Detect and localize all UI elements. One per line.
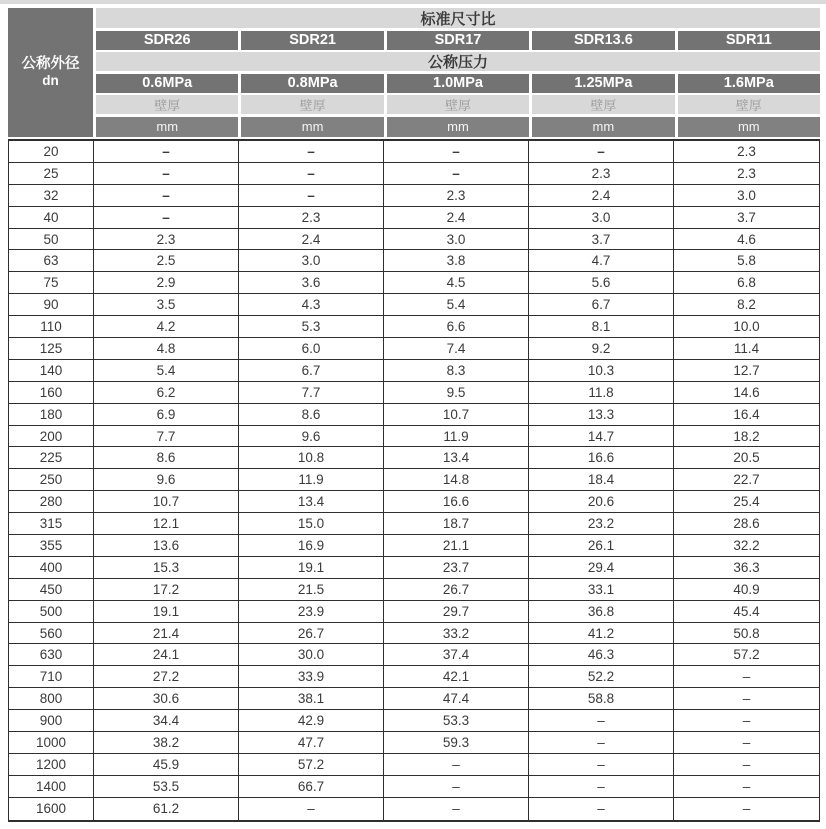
value-cell: 12.7 (674, 360, 819, 382)
value-cell: 3.5 (94, 294, 239, 316)
value-cell: 24.1 (94, 644, 239, 666)
value-cell: 2.4 (384, 207, 529, 229)
value-cell: 9.2 (529, 338, 674, 360)
value-cell: 15.0 (239, 513, 384, 535)
value-cell: – (674, 666, 819, 688)
value-cell: 15.3 (94, 557, 239, 579)
value-cell: 7.4 (384, 338, 529, 360)
dn-cell: 110 (9, 316, 94, 338)
value-cell: 14.6 (674, 382, 819, 404)
value-cell: 52.2 (529, 666, 674, 688)
value-cell: 26.7 (384, 579, 529, 601)
value-cell: 13.4 (384, 447, 529, 469)
value-cell: 6.0 (239, 338, 384, 360)
value-cell: 13.6 (94, 535, 239, 557)
pressure-header-0-8mpa: 0.8MPa (241, 74, 383, 93)
value-cell: 11.9 (384, 426, 529, 448)
dn-cell: 125 (9, 338, 94, 360)
value-cell: 10.7 (384, 404, 529, 426)
sdr-header-sdr21: SDR21 (241, 31, 383, 50)
value-cell: 11.9 (239, 469, 384, 491)
value-cell: 45.9 (94, 754, 239, 776)
dn-cell: 630 (9, 644, 94, 666)
value-cell: – (529, 710, 674, 732)
value-cell: – (384, 754, 529, 776)
value-cell: 2.9 (94, 272, 239, 294)
value-cell: 11.4 (674, 338, 819, 360)
value-cell: 25.4 (674, 491, 819, 513)
dn-cell: 900 (9, 710, 94, 732)
value-cell: 2.3 (239, 207, 384, 229)
value-cell: 37.4 (384, 644, 529, 666)
value-cell: 3.0 (529, 207, 674, 229)
value-cell: – (239, 798, 384, 820)
value-cell: 21.4 (94, 623, 239, 645)
value-cell: – (94, 141, 239, 163)
value-cell: 42.9 (239, 710, 384, 732)
value-cell: 16.6 (384, 491, 529, 513)
dn-cell: 710 (9, 666, 94, 688)
unit-header-mm: mm (387, 117, 529, 137)
dn-cell: 20 (9, 141, 94, 163)
value-cell: 2.3 (674, 163, 819, 185)
standard-dimension-ratio-band: 标准尺寸比 (96, 8, 820, 28)
value-cell: 3.7 (674, 207, 819, 229)
value-cell: 8.3 (384, 360, 529, 382)
value-cell: – (239, 185, 384, 207)
value-cell: 3.7 (529, 229, 674, 251)
value-cell: 4.5 (384, 272, 529, 294)
dn-cell: 90 (9, 294, 94, 316)
value-cell: – (674, 688, 819, 710)
value-cell: 5.6 (529, 272, 674, 294)
value-cell: – (239, 141, 384, 163)
value-cell: 16.4 (674, 404, 819, 426)
value-cell: – (94, 163, 239, 185)
value-cell: 59.3 (384, 732, 529, 754)
value-cell: 38.2 (94, 732, 239, 754)
value-cell: 16.6 (529, 447, 674, 469)
dn-cell: 450 (9, 579, 94, 601)
value-cell: – (94, 207, 239, 229)
pressure-header-0-6mpa: 0.6MPa (96, 74, 238, 93)
value-cell: – (529, 141, 674, 163)
page-top-strip (0, 0, 826, 4)
dn-cell: 180 (9, 404, 94, 426)
dn-cell: 40 (9, 207, 94, 229)
dn-cell: 315 (9, 513, 94, 535)
value-cell: 6.7 (529, 294, 674, 316)
dn-cell: 63 (9, 250, 94, 272)
value-cell: 5.4 (384, 294, 529, 316)
value-cell: 41.2 (529, 623, 674, 645)
value-cell: 26.1 (529, 535, 674, 557)
value-cell: 13.3 (529, 404, 674, 426)
value-cell: – (384, 163, 529, 185)
value-cell: – (742, 801, 751, 817)
value-cell: 9.6 (94, 469, 239, 491)
dn-cell: 32 (9, 185, 94, 207)
nominal-pressure-band: 公称压力 (96, 52, 820, 71)
value-cell: 66.7 (239, 776, 384, 798)
value-cell: 3.0 (384, 229, 529, 251)
value-cell: 2.3 (529, 163, 674, 185)
value-cell: 34.4 (94, 710, 239, 732)
value-cell: 4.6 (674, 229, 819, 251)
dn-cell: 75 (9, 272, 94, 294)
value-cell: 7.7 (94, 426, 239, 448)
value-cell: – (384, 776, 529, 798)
dn-cell: 800 (9, 688, 94, 710)
value-cell: 5.3 (239, 316, 384, 338)
value-cell: 28.6 (674, 513, 819, 535)
value-cell: 45.4 (674, 601, 819, 623)
value-cell: 2.3 (674, 141, 819, 163)
value-cell: 29.7 (384, 601, 529, 623)
value-cell: 2.4 (529, 185, 674, 207)
value-cell: 3.8 (384, 250, 529, 272)
value-cell: 47.4 (384, 688, 529, 710)
value-cell: 33.1 (529, 579, 674, 601)
table-header (8, 8, 820, 137)
dn-cell: 280 (9, 491, 94, 513)
dn-cell: 560 (9, 623, 94, 645)
value-cell: 2.4 (239, 229, 384, 251)
wall-thickness-header: 壁厚 (678, 95, 820, 114)
sdr-header-sdr11: SDR11 (678, 31, 820, 50)
value-cell: 8.2 (674, 294, 819, 316)
value-cell: 61.2 (94, 798, 239, 820)
value-cell: 8.1 (529, 316, 674, 338)
value-cell: 27.2 (94, 666, 239, 688)
value-cell: 21.1 (384, 535, 529, 557)
dn-cell: 200 (9, 426, 94, 448)
dn-cell: 1600 (9, 798, 94, 820)
value-cell: – (529, 798, 674, 820)
value-cell: 14.8 (384, 469, 529, 491)
pressure-header-1-6mpa: 1.6MPa (678, 74, 820, 93)
value-cell: 26.7 (239, 623, 384, 645)
corner-header-dn (8, 8, 93, 137)
value-cell: 23.2 (529, 513, 674, 535)
unit-header-mm: mm (678, 117, 820, 137)
value-cell: 23.9 (239, 601, 384, 623)
value-cell: 22.7 (674, 469, 819, 491)
value-cell: 9.6 (239, 426, 384, 448)
value-cell: 50.8 (674, 623, 819, 645)
value-cell: 3.0 (674, 185, 819, 207)
unit-header-mm: mm (532, 117, 674, 137)
value-cell: 3.0 (239, 250, 384, 272)
value-cell: 10.8 (239, 447, 384, 469)
unit-header-mm: mm (241, 117, 383, 137)
value-cell: – (674, 732, 819, 754)
value-cell: 21.5 (239, 579, 384, 601)
value-cell: 19.1 (94, 601, 239, 623)
value-cell: 23.7 (384, 557, 529, 579)
dn-cell: 1200 (9, 754, 94, 776)
value-cell: – (384, 798, 529, 820)
value-cell: 18.2 (674, 426, 819, 448)
value-cell: 4.3 (239, 294, 384, 316)
value-cell: 12.1 (94, 513, 239, 535)
value-cell: 42.1 (384, 666, 529, 688)
dn-cell: 500 (9, 601, 94, 623)
value-cell: 14.7 (529, 426, 674, 448)
value-cell: 6.2 (94, 382, 239, 404)
dn-cell: 400 (9, 557, 94, 579)
value-cell: – (674, 754, 819, 776)
value-cell: 10.3 (529, 360, 674, 382)
dn-cell: 250 (9, 469, 94, 491)
wall-thickness-header: 壁厚 (241, 95, 383, 114)
value-cell: 57.2 (239, 754, 384, 776)
value-cell: 57.2 (674, 644, 819, 666)
dn-cell: 140 (9, 360, 94, 382)
value-cell: 6.6 (384, 316, 529, 338)
value-cell: 19.1 (239, 557, 384, 579)
value-cell: – (674, 710, 819, 732)
dn-cell: 355 (9, 535, 94, 557)
value-cell: 16.9 (239, 535, 384, 557)
value-cell: 8.6 (94, 447, 239, 469)
sdr-header-sdr13-6: SDR13.6 (532, 31, 674, 50)
value-cell: – (239, 163, 384, 185)
value-cell: 36.8 (529, 601, 674, 623)
value-cell: 18.4 (529, 469, 674, 491)
value-cell: 33.2 (384, 623, 529, 645)
value-cell: 10.7 (94, 491, 239, 513)
value-cell: – (384, 141, 529, 163)
value-cell: 58.8 (529, 688, 674, 710)
value-cell: 32.2 (674, 535, 819, 557)
value-cell: 2.5 (94, 250, 239, 272)
value-cell: 9.5 (384, 382, 529, 404)
value-cell: 38.1 (239, 688, 384, 710)
value-cell: – (529, 776, 674, 798)
value-cell: 6.8 (674, 272, 819, 294)
value-cell: 47.7 (239, 732, 384, 754)
value-cell: 5.8 (674, 250, 819, 272)
dn-cell: 1400 (9, 776, 94, 798)
value-cell: 29.4 (529, 557, 674, 579)
dn-cell: 225 (9, 447, 94, 469)
value-cell: 4.2 (94, 316, 239, 338)
value-cell: – (94, 185, 239, 207)
value-cell: 4.8 (94, 338, 239, 360)
wall-thickness-header: 壁厚 (96, 95, 238, 114)
corner-header-line2: dn (42, 72, 59, 88)
value-cell: 46.3 (529, 644, 674, 666)
pressure-header-1-25mpa: 1.25MPa (532, 74, 674, 93)
value-cell: 33.9 (239, 666, 384, 688)
value-cell: 5.4 (94, 360, 239, 382)
value-cell: – (674, 776, 819, 798)
value-cell: 53.5 (94, 776, 239, 798)
value-cell: 18.7 (384, 513, 529, 535)
value-cell: 3.6 (239, 272, 384, 294)
dn-cell: 160 (9, 382, 94, 404)
value-cell: 11.8 (529, 382, 674, 404)
value-cell: 30.0 (239, 644, 384, 666)
value-cell: 36.3 (674, 557, 819, 579)
table-body (8, 139, 820, 822)
value-cell: 10.0 (674, 316, 819, 338)
value-cell: 8.6 (239, 404, 384, 426)
value-cell: 17.2 (94, 579, 239, 601)
unit-header-mm: mm (96, 117, 238, 137)
value-cell: 4.7 (529, 250, 674, 272)
value-cell: 7.7 (239, 382, 384, 404)
value-cell: 6.7 (239, 360, 384, 382)
dn-cell: 1000 (9, 732, 94, 754)
corner-header-line1: 公称外径 (21, 55, 80, 72)
value-cell: 6.9 (94, 404, 239, 426)
value-cell: 30.6 (94, 688, 239, 710)
value-cell: – (529, 754, 674, 776)
value-cell: – (529, 732, 674, 754)
value-cell: 40.9 (674, 579, 819, 601)
value-cell: 2.3 (384, 185, 529, 207)
value-cell: 13.4 (239, 491, 384, 513)
sdr-header-sdr26: SDR26 (96, 31, 238, 50)
value-cell: 2.3 (94, 229, 239, 251)
dn-cell: 25 (9, 163, 94, 185)
pressure-header-1-0mpa: 1.0MPa (387, 74, 529, 93)
wall-thickness-header: 壁厚 (532, 95, 674, 114)
dn-cell: 50 (9, 229, 94, 251)
value-cell: 20.5 (674, 447, 819, 469)
value-cell: 20.6 (529, 491, 674, 513)
value-cell: 53.3 (384, 710, 529, 732)
sdr-header-sdr17: SDR17 (387, 31, 529, 50)
wall-thickness-header: 壁厚 (387, 95, 529, 114)
